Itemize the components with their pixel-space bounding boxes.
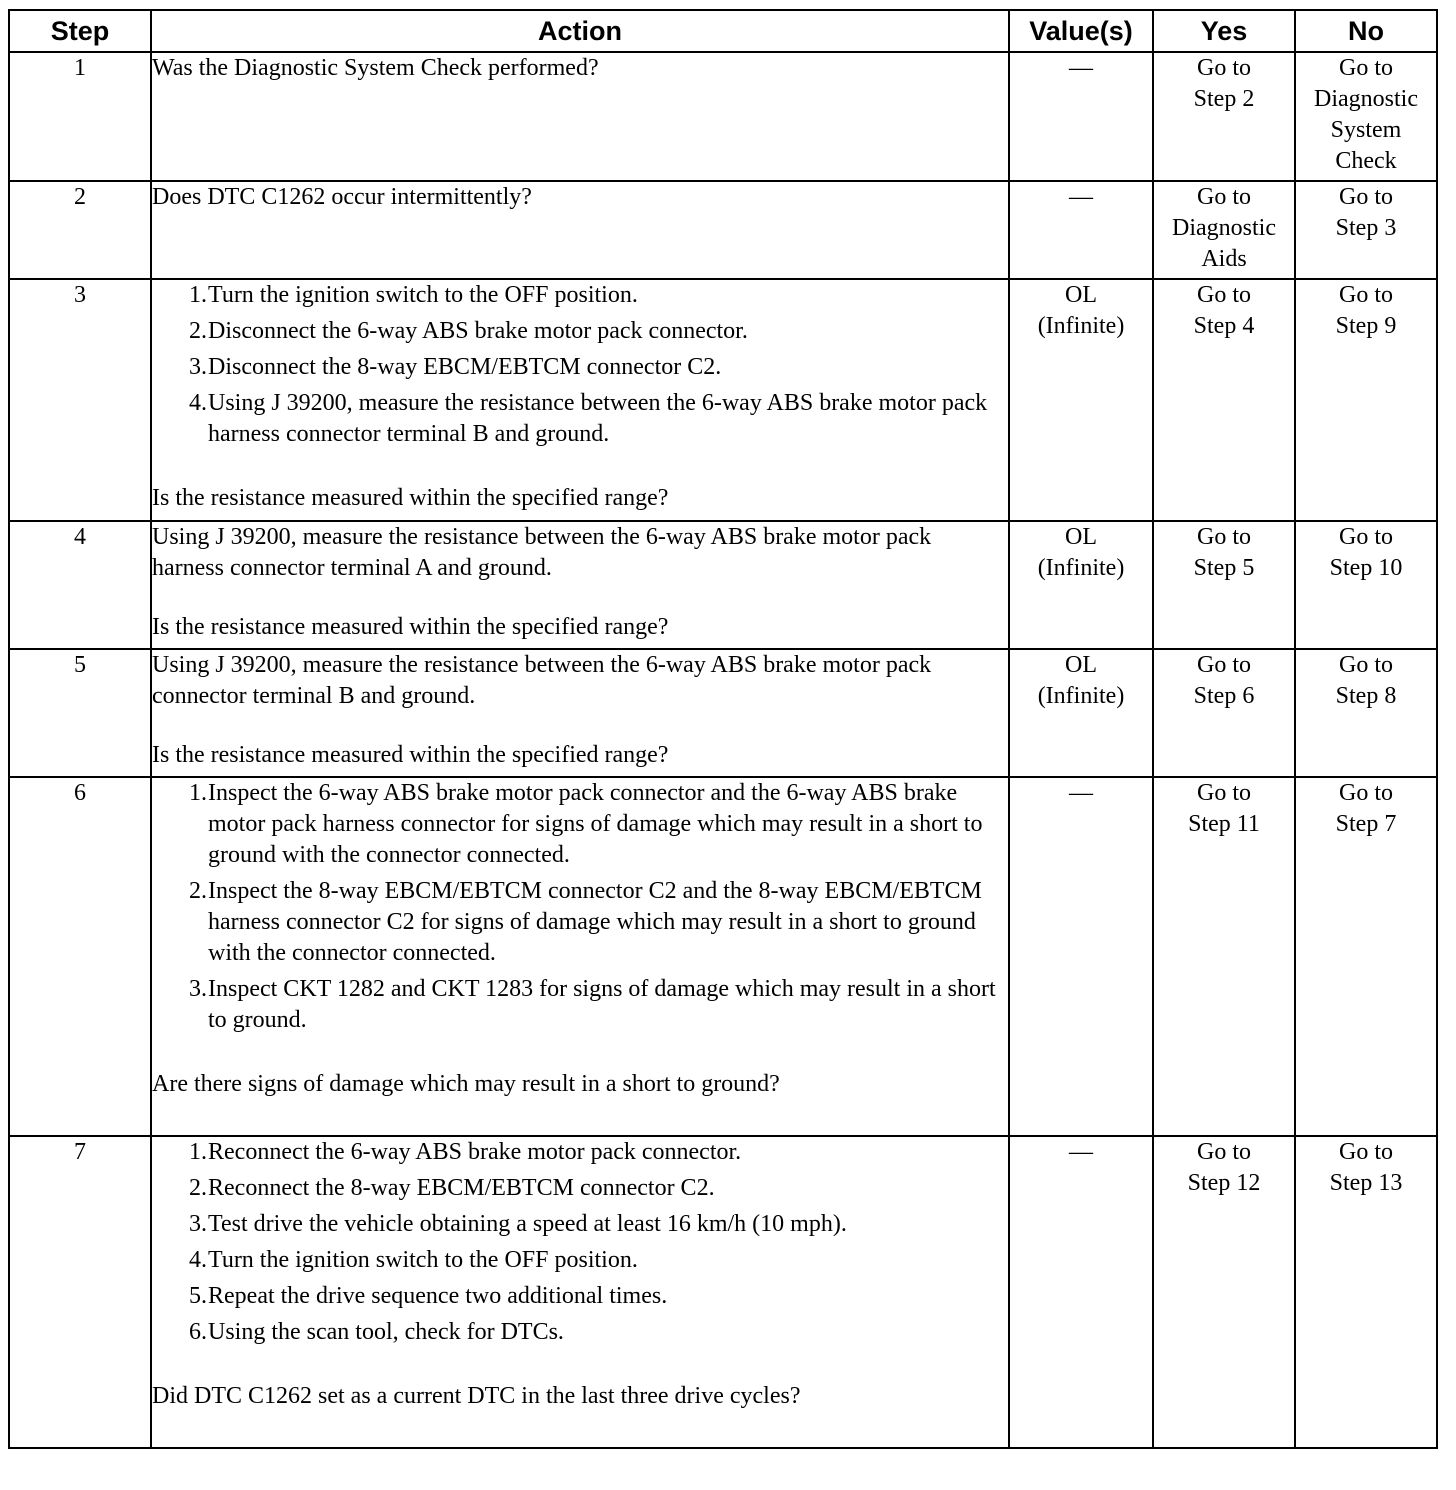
- list-item: [152, 280, 1008, 311]
- yes-cell: [1153, 777, 1295, 1136]
- item-text: Inspect CKT 1282 and CKT 1283 for signs of damage which may result in a short to ground.: [208, 976, 996, 1033]
- table-row: [9, 1136, 1437, 1448]
- list-item: [152, 316, 1008, 347]
- question-text: Is the resistance measured within the specified range?: [152, 614, 669, 640]
- yes-line: Step 6: [1193, 683, 1255, 709]
- item-text: Repeat the drive sequence two additional times.: [208, 1283, 668, 1309]
- yes-line: Go to: [1197, 652, 1251, 678]
- table-row: [9, 521, 1437, 649]
- list-item: [152, 1281, 1008, 1312]
- item-number: 4.: [189, 1247, 207, 1273]
- item-number: 1.: [189, 282, 207, 308]
- item-text: Test drive the vehicle obtaining a speed at least 16 km/h (10 mph).: [208, 1211, 847, 1237]
- no-line: Check: [1335, 148, 1397, 174]
- no-line: Go to: [1339, 1139, 1393, 1165]
- yes-cell: [1153, 52, 1295, 181]
- item-number: 3.: [189, 1211, 207, 1237]
- item-text: Reconnect the 6-way ABS brake motor pack connector.: [208, 1139, 742, 1165]
- item-number: 5.: [189, 1283, 207, 1309]
- yes-line: Step 12: [1187, 1170, 1261, 1196]
- no-line: Step 13: [1329, 1170, 1403, 1196]
- no-line: Step 7: [1335, 811, 1397, 837]
- value-line: (Infinite): [1037, 313, 1125, 339]
- item-number: 1.: [189, 1139, 207, 1165]
- value-cell: [1009, 649, 1153, 777]
- step-number: 1: [9, 52, 151, 181]
- yes-cell: [1153, 1136, 1295, 1448]
- value-line: (Infinite): [1037, 555, 1125, 581]
- no-line: Step 10: [1329, 555, 1403, 581]
- value-cell: —: [1009, 181, 1153, 279]
- action-text: Using J 39200, measure the resistance between the 6-way ABS brake motor pack connector terminal B and ground.: [152, 652, 932, 709]
- yes-line: Go to: [1197, 282, 1251, 308]
- item-text: Turn the ignition switch to the OFF position.: [208, 282, 638, 308]
- yes-line: Step 11: [1188, 811, 1260, 837]
- table-row: [9, 52, 1437, 181]
- yes-line: Aids: [1201, 246, 1247, 272]
- table-row: [9, 777, 1437, 1136]
- value-cell: —: [1009, 777, 1153, 1136]
- item-text: Reconnect the 8-way EBCM/EBTCM connector C2.: [208, 1175, 715, 1201]
- no-line: Go to: [1339, 652, 1393, 678]
- action-cell: [151, 279, 1009, 521]
- action-text: Was the Diagnostic System Check performed?: [152, 55, 599, 81]
- header-yes: Yes: [1153, 10, 1295, 52]
- value-cell: [1009, 279, 1153, 521]
- list-item: [152, 1245, 1008, 1276]
- step-number: 4: [9, 521, 151, 649]
- list-item: [152, 974, 1008, 1036]
- list-item: [152, 352, 1008, 383]
- question-text: Are there signs of damage which may result in a short to ground?: [152, 1071, 780, 1097]
- no-cell: [1295, 649, 1437, 777]
- yes-line: Go to: [1197, 184, 1251, 210]
- item-number: 3.: [189, 976, 207, 1002]
- item-number: 2.: [189, 878, 207, 904]
- header-no: No: [1295, 10, 1437, 52]
- list-item: [152, 1209, 1008, 1240]
- no-cell: [1295, 279, 1437, 521]
- table-row: [9, 649, 1437, 777]
- action-cell: [151, 52, 1009, 181]
- value-line: OL: [1065, 524, 1097, 550]
- step-number: 3: [9, 279, 151, 521]
- value-line: OL: [1065, 652, 1097, 678]
- instruction-list: [152, 280, 1008, 450]
- yes-line: Go to: [1197, 55, 1251, 81]
- no-cell: [1295, 521, 1437, 649]
- no-line: Diagnostic: [1314, 86, 1418, 112]
- no-line: Go to: [1339, 282, 1393, 308]
- yes-line: Diagnostic: [1172, 215, 1276, 241]
- no-line: System: [1330, 117, 1402, 143]
- no-line: Go to: [1339, 780, 1393, 806]
- header-row: [9, 10, 1437, 52]
- no-line: Step 3: [1335, 215, 1397, 241]
- item-text: Disconnect the 8-way EBCM/EBTCM connector C2.: [208, 354, 722, 380]
- list-item: [152, 1173, 1008, 1204]
- value-cell: [1009, 521, 1153, 649]
- list-item: [152, 1137, 1008, 1168]
- value-cell: —: [1009, 52, 1153, 181]
- yes-line: Step 4: [1193, 313, 1255, 339]
- list-item: [152, 1317, 1008, 1348]
- action-cell: [151, 649, 1009, 777]
- question-text: Is the resistance measured within the specified range?: [152, 742, 669, 768]
- yes-line: Step 5: [1193, 555, 1255, 581]
- item-number: 2.: [189, 318, 207, 344]
- item-number: 2.: [189, 1175, 207, 1201]
- step-number: 2: [9, 181, 151, 279]
- instruction-list: [152, 778, 1008, 1036]
- action-cell: [151, 181, 1009, 279]
- value-line: (Infinite): [1037, 683, 1125, 709]
- item-text: Inspect the 8-way EBCM/EBTCM connector C2 and the 8-way EBCM/EBTCM harness connector C2 for signs of damage which may result in a short to ground with the connector connected.: [208, 878, 982, 966]
- action-cell: [151, 777, 1009, 1136]
- item-number: 1.: [189, 780, 207, 806]
- item-number: 6.: [189, 1319, 207, 1345]
- list-item: [152, 778, 1008, 871]
- no-line: Step 9: [1335, 313, 1397, 339]
- no-line: Go to: [1339, 524, 1393, 550]
- diagnostic-table: [8, 9, 1438, 1449]
- no-line: Step 8: [1335, 683, 1397, 709]
- no-line: Go to: [1339, 55, 1393, 81]
- yes-cell: [1153, 279, 1295, 521]
- item-text: Turn the ignition switch to the OFF position.: [208, 1247, 638, 1273]
- table-row: [9, 279, 1437, 521]
- yes-cell: [1153, 181, 1295, 279]
- action-cell: [151, 1136, 1009, 1448]
- no-cell: [1295, 777, 1437, 1136]
- no-cell: [1295, 52, 1437, 181]
- item-text: Using J 39200, measure the resistance between the 6-way ABS brake motor pack harness connector terminal B and ground.: [208, 390, 988, 447]
- step-number: 7: [9, 1136, 151, 1448]
- item-text: Using the scan tool, check for DTCs.: [208, 1319, 564, 1345]
- action-text: Does DTC C1262 occur intermittently?: [152, 184, 532, 210]
- question-text: Did DTC C1262 set as a current DTC in the last three drive cycles?: [152, 1383, 801, 1409]
- item-number: 3.: [189, 354, 207, 380]
- no-cell: [1295, 181, 1437, 279]
- yes-line: Go to: [1197, 780, 1251, 806]
- no-line: Go to: [1339, 184, 1393, 210]
- list-item: [152, 876, 1008, 969]
- value-cell: —: [1009, 1136, 1153, 1448]
- header-action: Action: [151, 10, 1009, 52]
- question-text: Is the resistance measured within the specified range?: [152, 485, 669, 511]
- yes-line: Go to: [1197, 1139, 1251, 1165]
- table-row: [9, 181, 1437, 279]
- no-cell: [1295, 1136, 1437, 1448]
- step-number: 6: [9, 777, 151, 1136]
- item-text: Disconnect the 6-way ABS brake motor pack connector.: [208, 318, 748, 344]
- item-number: 4.: [189, 390, 207, 416]
- list-item: [152, 388, 1008, 450]
- value-line: OL: [1065, 282, 1097, 308]
- header-step: Step: [9, 10, 151, 52]
- item-text: Inspect the 6-way ABS brake motor pack connector and the 6-way ABS brake motor pack harness connector for signs of damage which may result in a short to ground with the connector connected.: [208, 780, 983, 868]
- action-text: Using J 39200, measure the resistance between the 6-way ABS brake motor pack harness connector terminal A and ground.: [152, 524, 932, 581]
- yes-cell: [1153, 649, 1295, 777]
- yes-cell: [1153, 521, 1295, 649]
- action-cell: [151, 521, 1009, 649]
- step-number: 5: [9, 649, 151, 777]
- yes-line: Step 2: [1193, 86, 1255, 112]
- instruction-list: [152, 1137, 1008, 1348]
- yes-line: Go to: [1197, 524, 1251, 550]
- header-values: Value(s): [1009, 10, 1153, 52]
